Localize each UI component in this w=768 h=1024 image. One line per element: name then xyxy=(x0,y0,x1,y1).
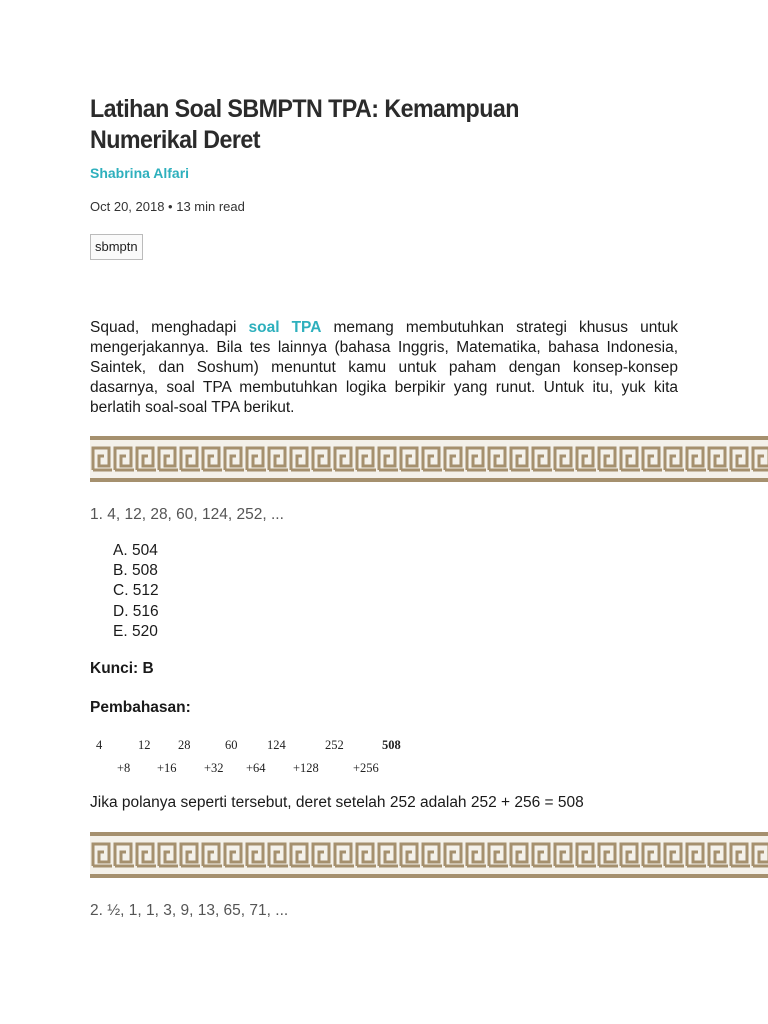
seq-term: 252 xyxy=(325,738,344,752)
q1-option-e: E. 520 xyxy=(113,622,158,640)
author-link[interactable]: Shabrina Alfari xyxy=(90,165,190,181)
seq-term: 60 xyxy=(225,738,238,752)
seq-term: 124 xyxy=(267,738,286,752)
q1-explanation-heading: Pembahasan: xyxy=(90,699,191,716)
greek-key-divider xyxy=(90,436,768,482)
seq-difference: +8 xyxy=(117,761,131,775)
intro-paragraph xyxy=(90,318,678,418)
article-title xyxy=(90,94,648,156)
q1-option-d: D. 516 xyxy=(113,602,159,620)
tag-badge[interactable]: sbmptn xyxy=(90,234,143,260)
seq-answer-term: 508 xyxy=(382,738,401,752)
question-1: 1. 4, 12, 28, 60, 124, 252, ... xyxy=(90,506,284,523)
seq-difference: +128 xyxy=(293,761,319,775)
question-2: 2. ½, 1, 1, 3, 9, 13, 65, 71, ... xyxy=(90,902,289,919)
intro-text-start: Squad, menghadapi xyxy=(90,319,249,336)
seq-difference: +256 xyxy=(353,761,379,775)
q1-option-c: C. 512 xyxy=(113,582,159,600)
greek-key-divider xyxy=(90,832,768,878)
seq-difference: +64 xyxy=(246,761,266,775)
title-line-1: Latihan Soal SBMPTN TPA: Kemampuan xyxy=(90,95,519,123)
q1-answer-key: Kunci: B xyxy=(90,660,154,677)
q1-options xyxy=(113,541,159,642)
soal-tpa-link[interactable]: soal TPA xyxy=(248,319,322,336)
article-meta: Oct 20, 2018 • 13 min read xyxy=(90,199,245,214)
seq-difference: +16 xyxy=(157,761,177,775)
seq-term: 28 xyxy=(178,738,191,752)
intro-text-end: memang membutuhkan strategi khusus untuk mengerjakannya. Bila tes lainnya (bahasa Inggris, Matematika, bahasa Indonesia, Saintek, dan Soshum) menuntut kamu untuk paham dengan konsep-konsep dasarnya, soal TPA membutuhkan logika berpikir yang runut. Untuk itu, yuk kita berlatih soal-soal TPA berikut. xyxy=(90,319,679,416)
q1-option-a: A. 504 xyxy=(113,542,158,559)
seq-term: 12 xyxy=(138,738,151,752)
seq-term: 4 xyxy=(96,738,103,752)
q1-conclusion: Jika polanya seperti tersebut, deret setelah 252 adalah 252 + 256 = 508 xyxy=(90,794,584,811)
title-line-2: Numerikal Deret xyxy=(90,126,260,154)
q1-option-b: B. 508 xyxy=(113,562,158,580)
seq-difference: +32 xyxy=(204,761,224,775)
